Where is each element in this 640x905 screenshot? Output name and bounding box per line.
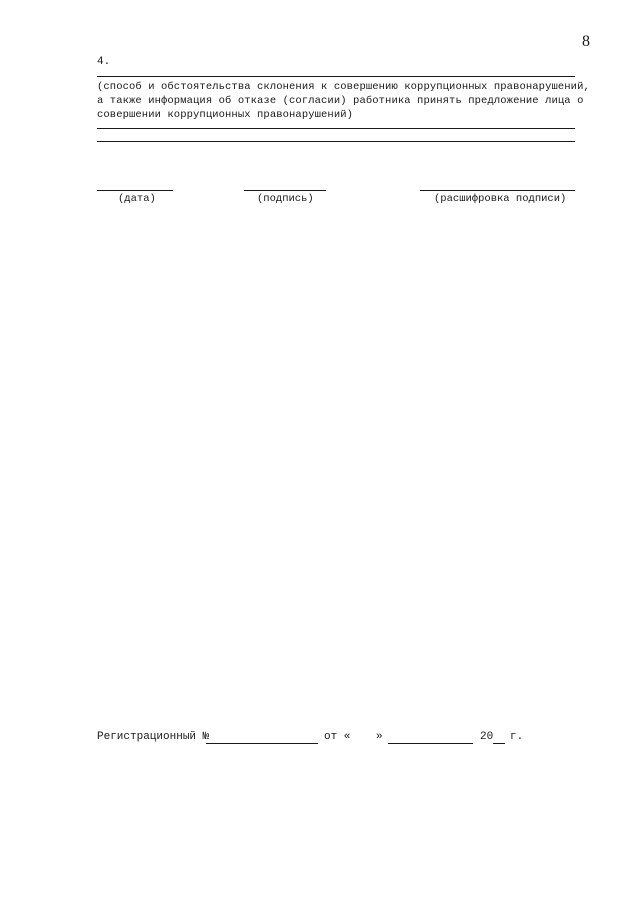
registration-year-suffix: г. <box>510 731 524 743</box>
date-caption: (дата) <box>118 193 156 205</box>
registration-date-line <box>388 743 473 744</box>
item-number: 4. <box>97 56 111 68</box>
description-caption <box>97 80 590 122</box>
registration-label: Регистрационный № <box>97 731 210 743</box>
caption-line-1: (способ и обстоятельства склонения к совершению коррупционных правонарушений, <box>97 81 590 93</box>
registration-quote-close: » <box>376 731 383 743</box>
registration-number-line <box>206 743 318 744</box>
caption-line-3: совершении коррупционных правонарушений) <box>97 109 354 121</box>
fill-line <box>97 141 575 142</box>
registration-from-label: от « <box>324 731 351 743</box>
fill-line <box>97 76 575 77</box>
fill-line <box>97 128 575 129</box>
caption-line-2: а также информация об отказе (согласии) работника принять предложение лица о <box>97 95 584 107</box>
registration-year-line <box>493 743 505 744</box>
signature-line <box>244 190 326 191</box>
registration-year-prefix: 20 <box>480 731 494 743</box>
date-line <box>97 190 173 191</box>
name-line <box>420 190 575 191</box>
page-number: 8 <box>582 33 590 50</box>
signature-caption: (подпись) <box>257 193 314 205</box>
name-caption: (расшифровка подписи) <box>434 193 567 205</box>
